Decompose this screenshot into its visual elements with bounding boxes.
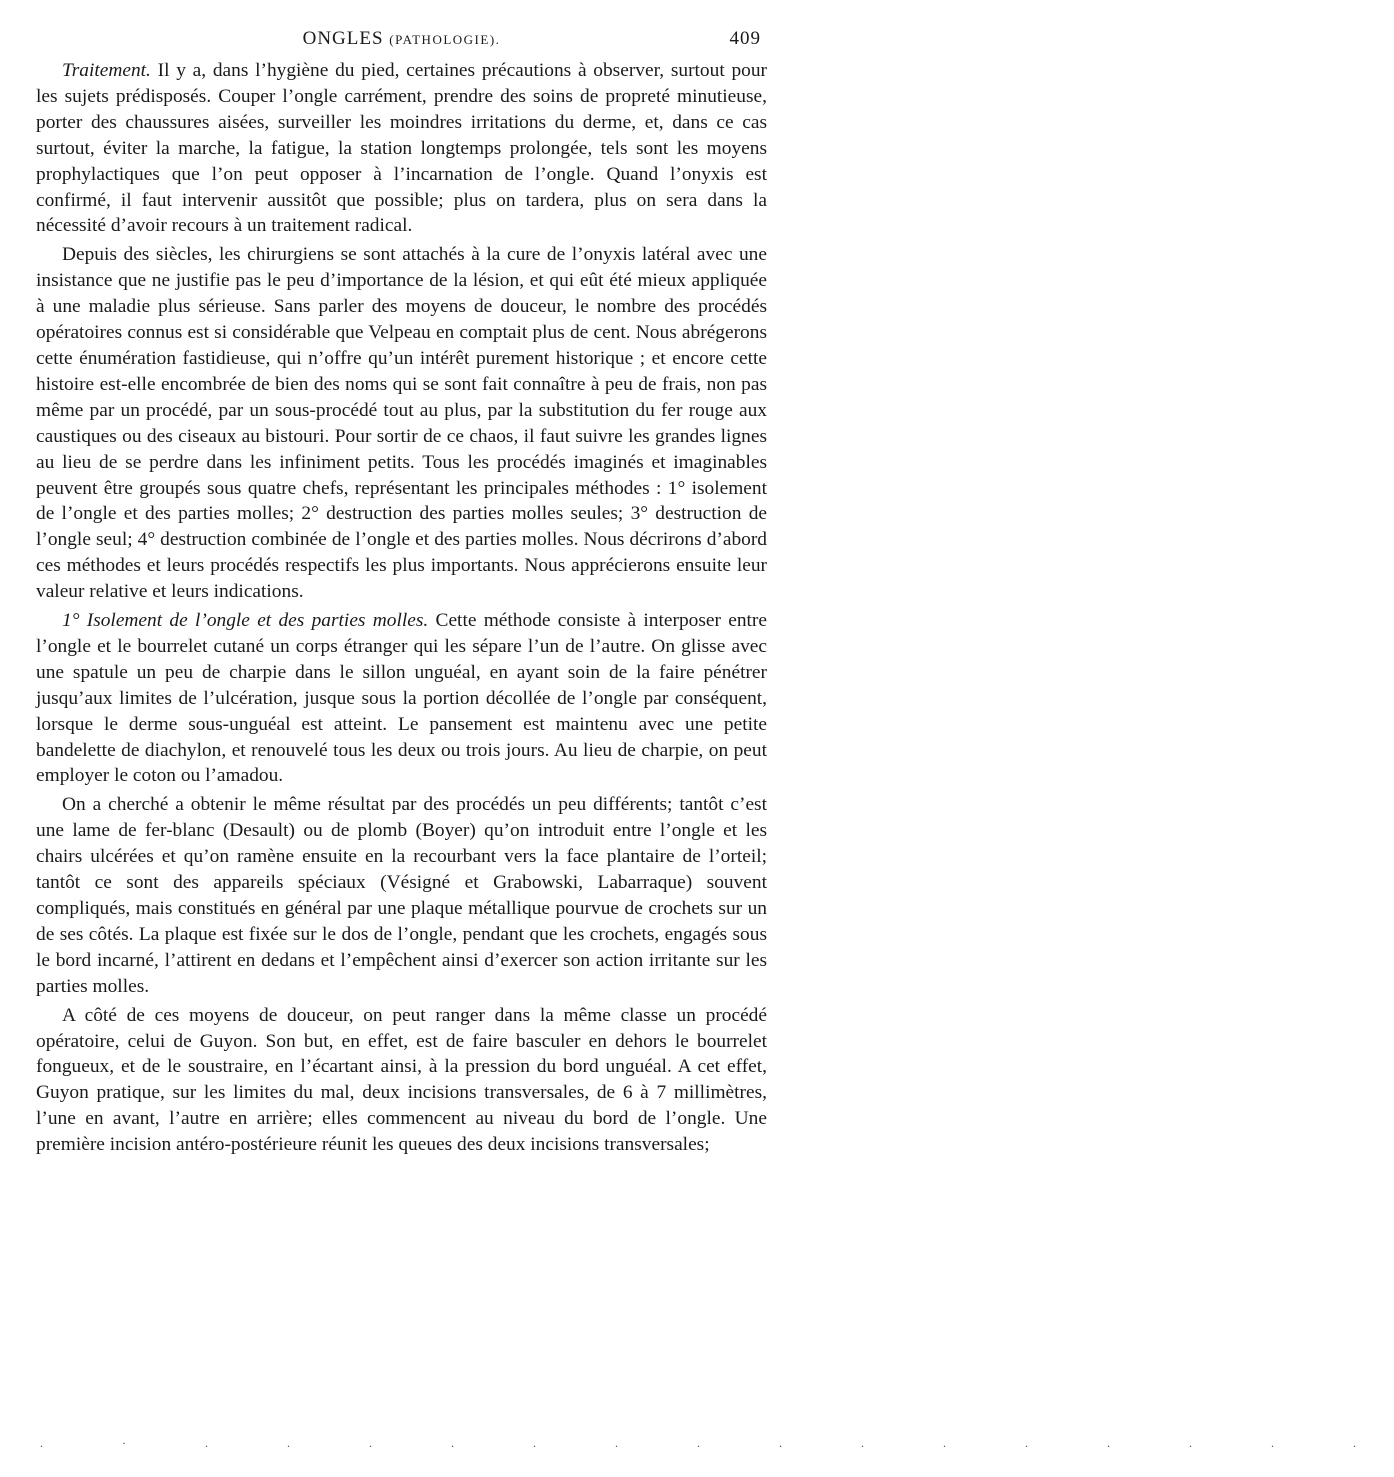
running-title	[36, 28, 767, 50]
footer-marks: . · . . . . . . . . . . . . . . .	[40, 1436, 1394, 1450]
paragraph-text: Cette méthode consiste à interposer entre l’ongle et le bourrelet cutané un corps étranger qui les sépare l’un de l’autre. On glisse avec une spatule un peu de charpie dans le sillon unguéal, en ayant soin de la faire pénétrer jusqu’aux limites de l’ulcération, jusque sous la portion décollée de l’ongle par conséquent, lorsque le derme sous-unguéal est atteint. Le pansement est maintenu avec une petite bandelette de diachylon, et renouvelé tous les deux ou trois jours. Au lieu de charpie, on peut employer le coton ou l’amadou.	[36, 610, 767, 787]
running-title-main: ONGLES	[302, 28, 384, 49]
paragraph-isolement	[36, 608, 767, 789]
paragraph-lead: 1° Isolement de l’ongle et des parties molles.	[62, 610, 429, 632]
running-title-section: (PATHOLOGIE).	[389, 32, 501, 47]
paragraph-traitement	[36, 58, 767, 239]
paragraph-text: Depuis des siècles, les chirurgiens se sont attachés à la cure de l’onyxis latéral avec une insistance que ne justifie pas le peu d’importance de la lésion, et qui eût été mieux appliquée à une maladie plus sérieuse. Sans parler des moyens de douceur, le nombre des procédés opératoires connus est si considérable que Velpeau en comptait plus de cent. Nous abrégerons cette énumération fastidieuse, qui n’offre qu’un intérêt purement historique ; et encore cette histoire est-elle encombrée de bien des noms qui se sont fait connaître à peu de frais, non pas même par un procédé, par un sous-procédé tout au plus, par la substitution du fer rouge aux caustiques ou des ciseaux au bistouri. Pour sortir de ce chaos, il faut suivre les grandes lignes au lieu de se perdre dans les infiniment petits. Tous les procédés imaginés et imaginables peuvent être groupés sous quatre chefs, représentant les principales méthodes : 1° isolement de l’ongle et des parties molles; 2° destruction des parties molles seules; 3° destruction de l’ongle seul; 4° destruction combinée de l’ongle et des parties molles. Nous décrirons d’abord ces méthodes et leurs procédés respectifs les plus importants. Nous apprécierons ensuite leur valeur relative et leurs indications.	[36, 244, 767, 603]
body-text	[36, 58, 767, 1158]
paragraph-text: A côté de ces moyens de douceur, on peut ranger dans la même classe un procédé opératoire, celui de Guyon. Son but, en effet, est de faire basculer en dehors le bourrelet fongueux, et de le soustraire, en l’écartant ainsi, à la pression du bord unguéal. A cet effet, Guyon pratique, sur les limites du mal, deux incisions transversales, de 6 à 7 millimètres, l’une en avant, l’autre en arrière; elles commencent au niveau du bord de l’ongle. Une première incision antéro-postérieure réunit les queues des deux incisions transversales;	[36, 1004, 767, 1156]
page-number: 409	[729, 28, 761, 49]
running-head	[36, 28, 767, 58]
paragraph-text: On a cherché a obtenir le même résultat par des procédés un peu différents; tantôt c’est une lame de fer-blanc (Desault) ou de plomb (Boyer) qu’on introduit entre l’ongle et les chairs ulcérées et qu’on ramène ensuite en la recourbant vers la face plantaire de l’orteil; tantôt ce sont des appareils spéciaux (Vésigné et Grabowski, Labarraque) souvent compliqués, mais constitués en général par une plaque métallique pourvue de crochets sur un de ses côtés. La plaque est fixée sur le dos de l’ongle, pendant que les crochets, engagés sous le bord incarné, l’attirent en dedans et l’empêchent ainsi d’exercer son action irritante sur les parties molles.	[36, 794, 767, 997]
paragraph-text: Il y a, dans l’hygiène du pied, certaines précautions à observer, surtout pour les sujets prédisposés. Couper l’ongle carrément, prendre des soins de propreté minutieuse, porter des chaussures aisées, surveiller les moindres irritations du derme, et, dans ce cas surtout, éviter la marche, la fatigue, la station longtemps prolongée, tels sont les moyens prophylactiques que l’on peut opposer à l’incarnation de l’ongle. Quand l’onyxis est confirmé, il faut intervenir aussitôt que possible; plus on tardera, plus on sera dans la nécessité d’avoir recours à un traitement radical.	[36, 60, 767, 237]
paragraph-historique	[36, 242, 767, 605]
paragraph-procedes	[36, 792, 767, 999]
book-page	[36, 28, 767, 1158]
paragraph-lead: Traitement.	[62, 60, 151, 81]
paragraph-guyon	[36, 1003, 767, 1158]
